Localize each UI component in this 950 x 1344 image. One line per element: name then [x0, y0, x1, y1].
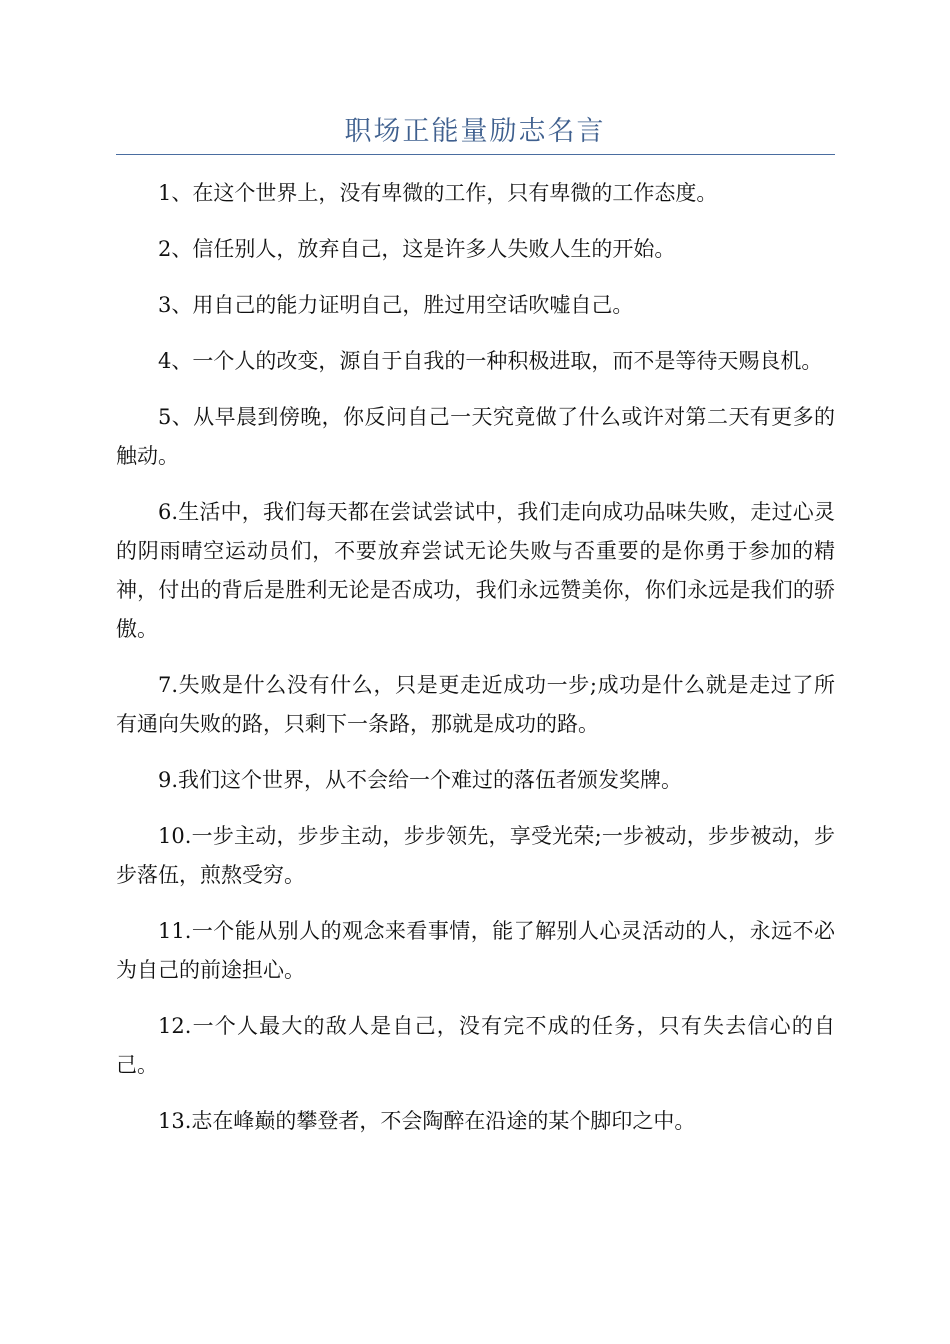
- paragraph-1: 1、在这个世界上，没有卑微的工作，只有卑微的工作态度。: [158, 181, 718, 205]
- paragraph-3: 3、用自己的能力证明自己，胜过用空话吹嘘自己。: [158, 293, 634, 317]
- document-body: [116, 174, 835, 1158]
- page-title: 职场正能量励志名言: [344, 116, 606, 147]
- paragraph-13: 13.志在峰巅的攀登者，不会陶醉在沿途的某个脚印之中。: [158, 1109, 696, 1133]
- paragraph-5: 5、从早晨到傍晚，你反问自己一天究竟做了什么或许对第二天有更多的触动。: [116, 405, 835, 468]
- paragraph-11: 11.一个能从别人的观念来看事情，能了解别人心灵活动的人，永远不必为自己的前途担心。: [116, 919, 835, 982]
- title-divider: [116, 154, 835, 155]
- paragraph-9: 9.我们这个世界，从不会给一个难过的落伍者颁发奖牌。: [158, 768, 683, 792]
- paragraph-6: 6.生活中，我们每天都在尝试尝试中，我们走向成功品味失败，走过心灵的阴雨晴空运动员们，不要放弃尝试无论失败与否重要的是你勇于参加的精神，付出的背后是胜利无论是否成功，我们永远赞美你，你们永远是我们的骄傲。: [116, 500, 835, 641]
- paragraph-4: 4、一个人的改变，源自于自我的一种积极进取，而不是等待天赐良机。: [158, 349, 823, 373]
- paragraph-12: 12.一个人最大的敌人是自己，没有完不成的任务，只有失去信心的自己。: [116, 1014, 835, 1077]
- paragraph-10: 10.一步主动，步步主动，步步领先，享受光荣;一步被动，步步被动，步步落伍，煎熬受穷。: [116, 824, 835, 887]
- paragraph-2: 2、信任别人，放弃自己，这是许多人失败人生的开始。: [158, 237, 676, 261]
- paragraph-7: 7.失败是什么没有什么，只是更走近成功一步;成功是什么就是走过了所有通向失败的路，只剩下一条路，那就是成功的路。: [116, 673, 835, 736]
